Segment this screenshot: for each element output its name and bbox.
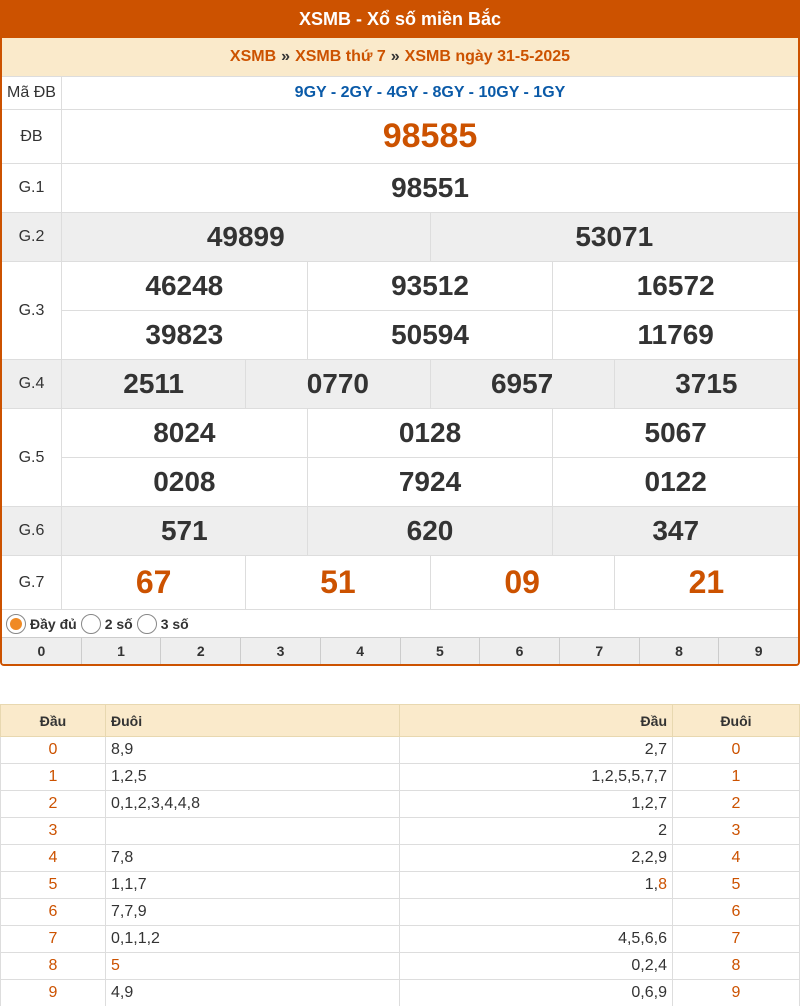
duoi-cell: 7,8 <box>106 845 400 872</box>
duoi-digit-cell: 9 <box>673 980 800 1006</box>
option-full[interactable] <box>6 614 77 634</box>
dau-duoi-table <box>0 704 800 1006</box>
prize-label: G.4 <box>2 360 62 408</box>
prize-number: 0128 <box>307 409 553 457</box>
option-label: 3 số <box>160 615 189 632</box>
duoi-cell: 7,7,9 <box>106 899 400 926</box>
dau-cell: 4 <box>1 845 106 872</box>
dau-list-cell <box>400 872 673 899</box>
prize-row-g1 <box>2 163 798 212</box>
prize-row-g2 <box>2 212 798 261</box>
table-row <box>1 872 800 899</box>
prize-row-madb <box>2 76 798 109</box>
prize-row-g3 <box>2 261 798 359</box>
dau-cell: 0 <box>1 737 106 764</box>
dau-cell: 8 <box>1 953 106 980</box>
option-3-digits[interactable] <box>137 614 189 634</box>
table-row <box>1 980 800 1006</box>
prize-row-g7 <box>2 555 798 609</box>
digit-filter <box>2 637 798 664</box>
prize-number: 93512 <box>307 262 553 310</box>
option-label: 2 số <box>104 615 133 632</box>
table-row <box>1 845 800 872</box>
prize-number: 2511 <box>123 368 184 399</box>
dau-list-cell: 1,2,7 <box>400 791 673 818</box>
duoi-digit-cell: 7 <box>673 926 800 953</box>
radio-selected-icon[interactable] <box>6 614 26 634</box>
dau-list-cell: 2,7 <box>400 737 673 764</box>
option-2-digits[interactable] <box>81 614 133 634</box>
prize-label: G.7 <box>2 556 62 609</box>
dau-list-cell: 2,2,9 <box>400 845 673 872</box>
table-header-row <box>1 705 800 737</box>
prize-number: 6957 <box>430 360 614 408</box>
dau-list-highlight: 8 <box>658 876 667 893</box>
dau-list-cell: 1,2,5,5,7,7 <box>400 764 673 791</box>
duoi-digit-cell: 2 <box>673 791 800 818</box>
dau-cell: 6 <box>1 899 106 926</box>
digit-button[interactable]: 3 <box>240 638 320 664</box>
dau-cell: 9 <box>1 980 106 1006</box>
breadcrumb-separator: » <box>281 48 291 65</box>
prize-number: 46248 <box>145 270 224 301</box>
prize-number: 0122 <box>552 458 798 506</box>
breadcrumb-link-date[interactable]: XSMB ngày 31-5-2025 <box>404 48 571 65</box>
duoi-highlight: 5 <box>111 957 120 974</box>
duoi-cell: 4,9 <box>106 980 400 1006</box>
prize-number: 21 <box>614 556 798 609</box>
table-row <box>1 899 800 926</box>
prize-number: 39823 <box>145 319 224 350</box>
prize-number: 49899 <box>206 221 285 252</box>
duoi-digit-cell: 5 <box>673 872 800 899</box>
digit-button[interactable]: 2 <box>160 638 240 664</box>
prize-number: 620 <box>307 507 553 555</box>
duoi-cell <box>106 953 400 980</box>
breadcrumb <box>2 38 798 76</box>
prize-number: 0208 <box>153 466 216 497</box>
digit-button[interactable]: 0 <box>37 643 46 659</box>
duoi-digit-cell: 3 <box>673 818 800 845</box>
radio-icon[interactable] <box>137 614 157 634</box>
duoi-cell: 0,1,2,3,4,4,8 <box>106 791 400 818</box>
header-dau: Đầu <box>1 705 106 737</box>
duoi-cell: 8,9 <box>106 737 400 764</box>
duoi-digit-cell: 4 <box>673 845 800 872</box>
prize-number: 98585 <box>382 117 478 155</box>
dau-cell: 1 <box>1 764 106 791</box>
prize-number: 09 <box>430 556 614 609</box>
table-row <box>1 764 800 791</box>
duoi-cell: 0,1,1,2 <box>106 926 400 953</box>
dau-list-cell: 0,6,9 <box>400 980 673 1006</box>
prize-number: 98551 <box>391 172 469 203</box>
dau-cell: 5 <box>1 872 106 899</box>
page-title: XSMB - Xổ số miền Bắc <box>2 0 798 38</box>
dau-list-cell <box>400 899 673 926</box>
prize-label: G.1 <box>2 164 62 212</box>
prize-number: 3715 <box>614 360 798 408</box>
duoi-digit-cell: 1 <box>673 764 800 791</box>
dau-cell: 3 <box>1 818 106 845</box>
prize-number: 16572 <box>552 262 798 310</box>
digit-button[interactable]: 7 <box>559 638 639 664</box>
dau-list-cell: 2 <box>400 818 673 845</box>
duoi-digit-cell: 8 <box>673 953 800 980</box>
duoi-cell <box>106 818 400 845</box>
prize-number: 51 <box>245 556 429 609</box>
digit-button[interactable]: 4 <box>320 638 400 664</box>
display-options <box>2 609 798 637</box>
digit-button[interactable]: 1 <box>81 638 161 664</box>
prize-number: 50594 <box>307 311 553 359</box>
prize-number: 11769 <box>552 311 798 359</box>
table-row <box>1 737 800 764</box>
prize-label: ĐB <box>2 110 62 163</box>
duoi-cell: 1,2,5 <box>106 764 400 791</box>
digit-button[interactable]: 9 <box>718 638 798 664</box>
prize-label: G.6 <box>2 507 62 555</box>
duoi-cell: 1,1,7 <box>106 872 400 899</box>
prize-number: 347 <box>552 507 798 555</box>
special-code: 9GY - 2GY - 4GY - 8GY - 10GY - 1GY <box>294 84 566 101</box>
prize-label: G.2 <box>2 213 62 261</box>
prize-number: 67 <box>135 564 172 600</box>
dau-list-prefix: 1, <box>644 876 659 893</box>
dau-list-cell: 0,2,4 <box>400 953 673 980</box>
prize-number: 5067 <box>552 409 798 457</box>
breadcrumb-link-weekday[interactable]: XSMB thứ 7 <box>295 48 386 65</box>
table-row <box>1 953 800 980</box>
table-row <box>1 791 800 818</box>
option-label: Đầy đủ <box>30 615 77 632</box>
duoi-digit-cell: 0 <box>673 737 800 764</box>
prize-row-g6 <box>2 506 798 555</box>
breadcrumb-link-xsmb[interactable]: XSMB <box>229 48 277 65</box>
duoi-digit-cell: 6 <box>673 899 800 926</box>
radio-icon[interactable] <box>81 614 101 634</box>
prize-label: G.5 <box>2 409 62 506</box>
prize-row-g5 <box>2 408 798 506</box>
table-row <box>1 818 800 845</box>
prize-label: Mã ĐB <box>2 77 62 109</box>
prize-number: 0770 <box>245 360 429 408</box>
dau-cell: 7 <box>1 926 106 953</box>
digit-button[interactable]: 5 <box>400 638 480 664</box>
prize-row-g4 <box>2 359 798 408</box>
prize-number: 571 <box>160 515 208 546</box>
table-row <box>1 926 800 953</box>
header-duoi: Đuôi <box>673 705 800 737</box>
dau-list-cell: 4,5,6,6 <box>400 926 673 953</box>
prize-number: 53071 <box>430 213 799 261</box>
digit-button[interactable]: 6 <box>479 638 559 664</box>
dau-cell: 2 <box>1 791 106 818</box>
header-dau: Đầu <box>400 705 673 737</box>
prize-number: 8024 <box>153 417 216 448</box>
prize-number: 7924 <box>307 458 553 506</box>
header-duoi: Đuôi <box>106 705 400 737</box>
digit-button[interactable]: 8 <box>639 638 719 664</box>
breadcrumb-separator: » <box>390 48 400 65</box>
prize-label: G.3 <box>2 262 62 359</box>
prize-row-db <box>2 109 798 163</box>
